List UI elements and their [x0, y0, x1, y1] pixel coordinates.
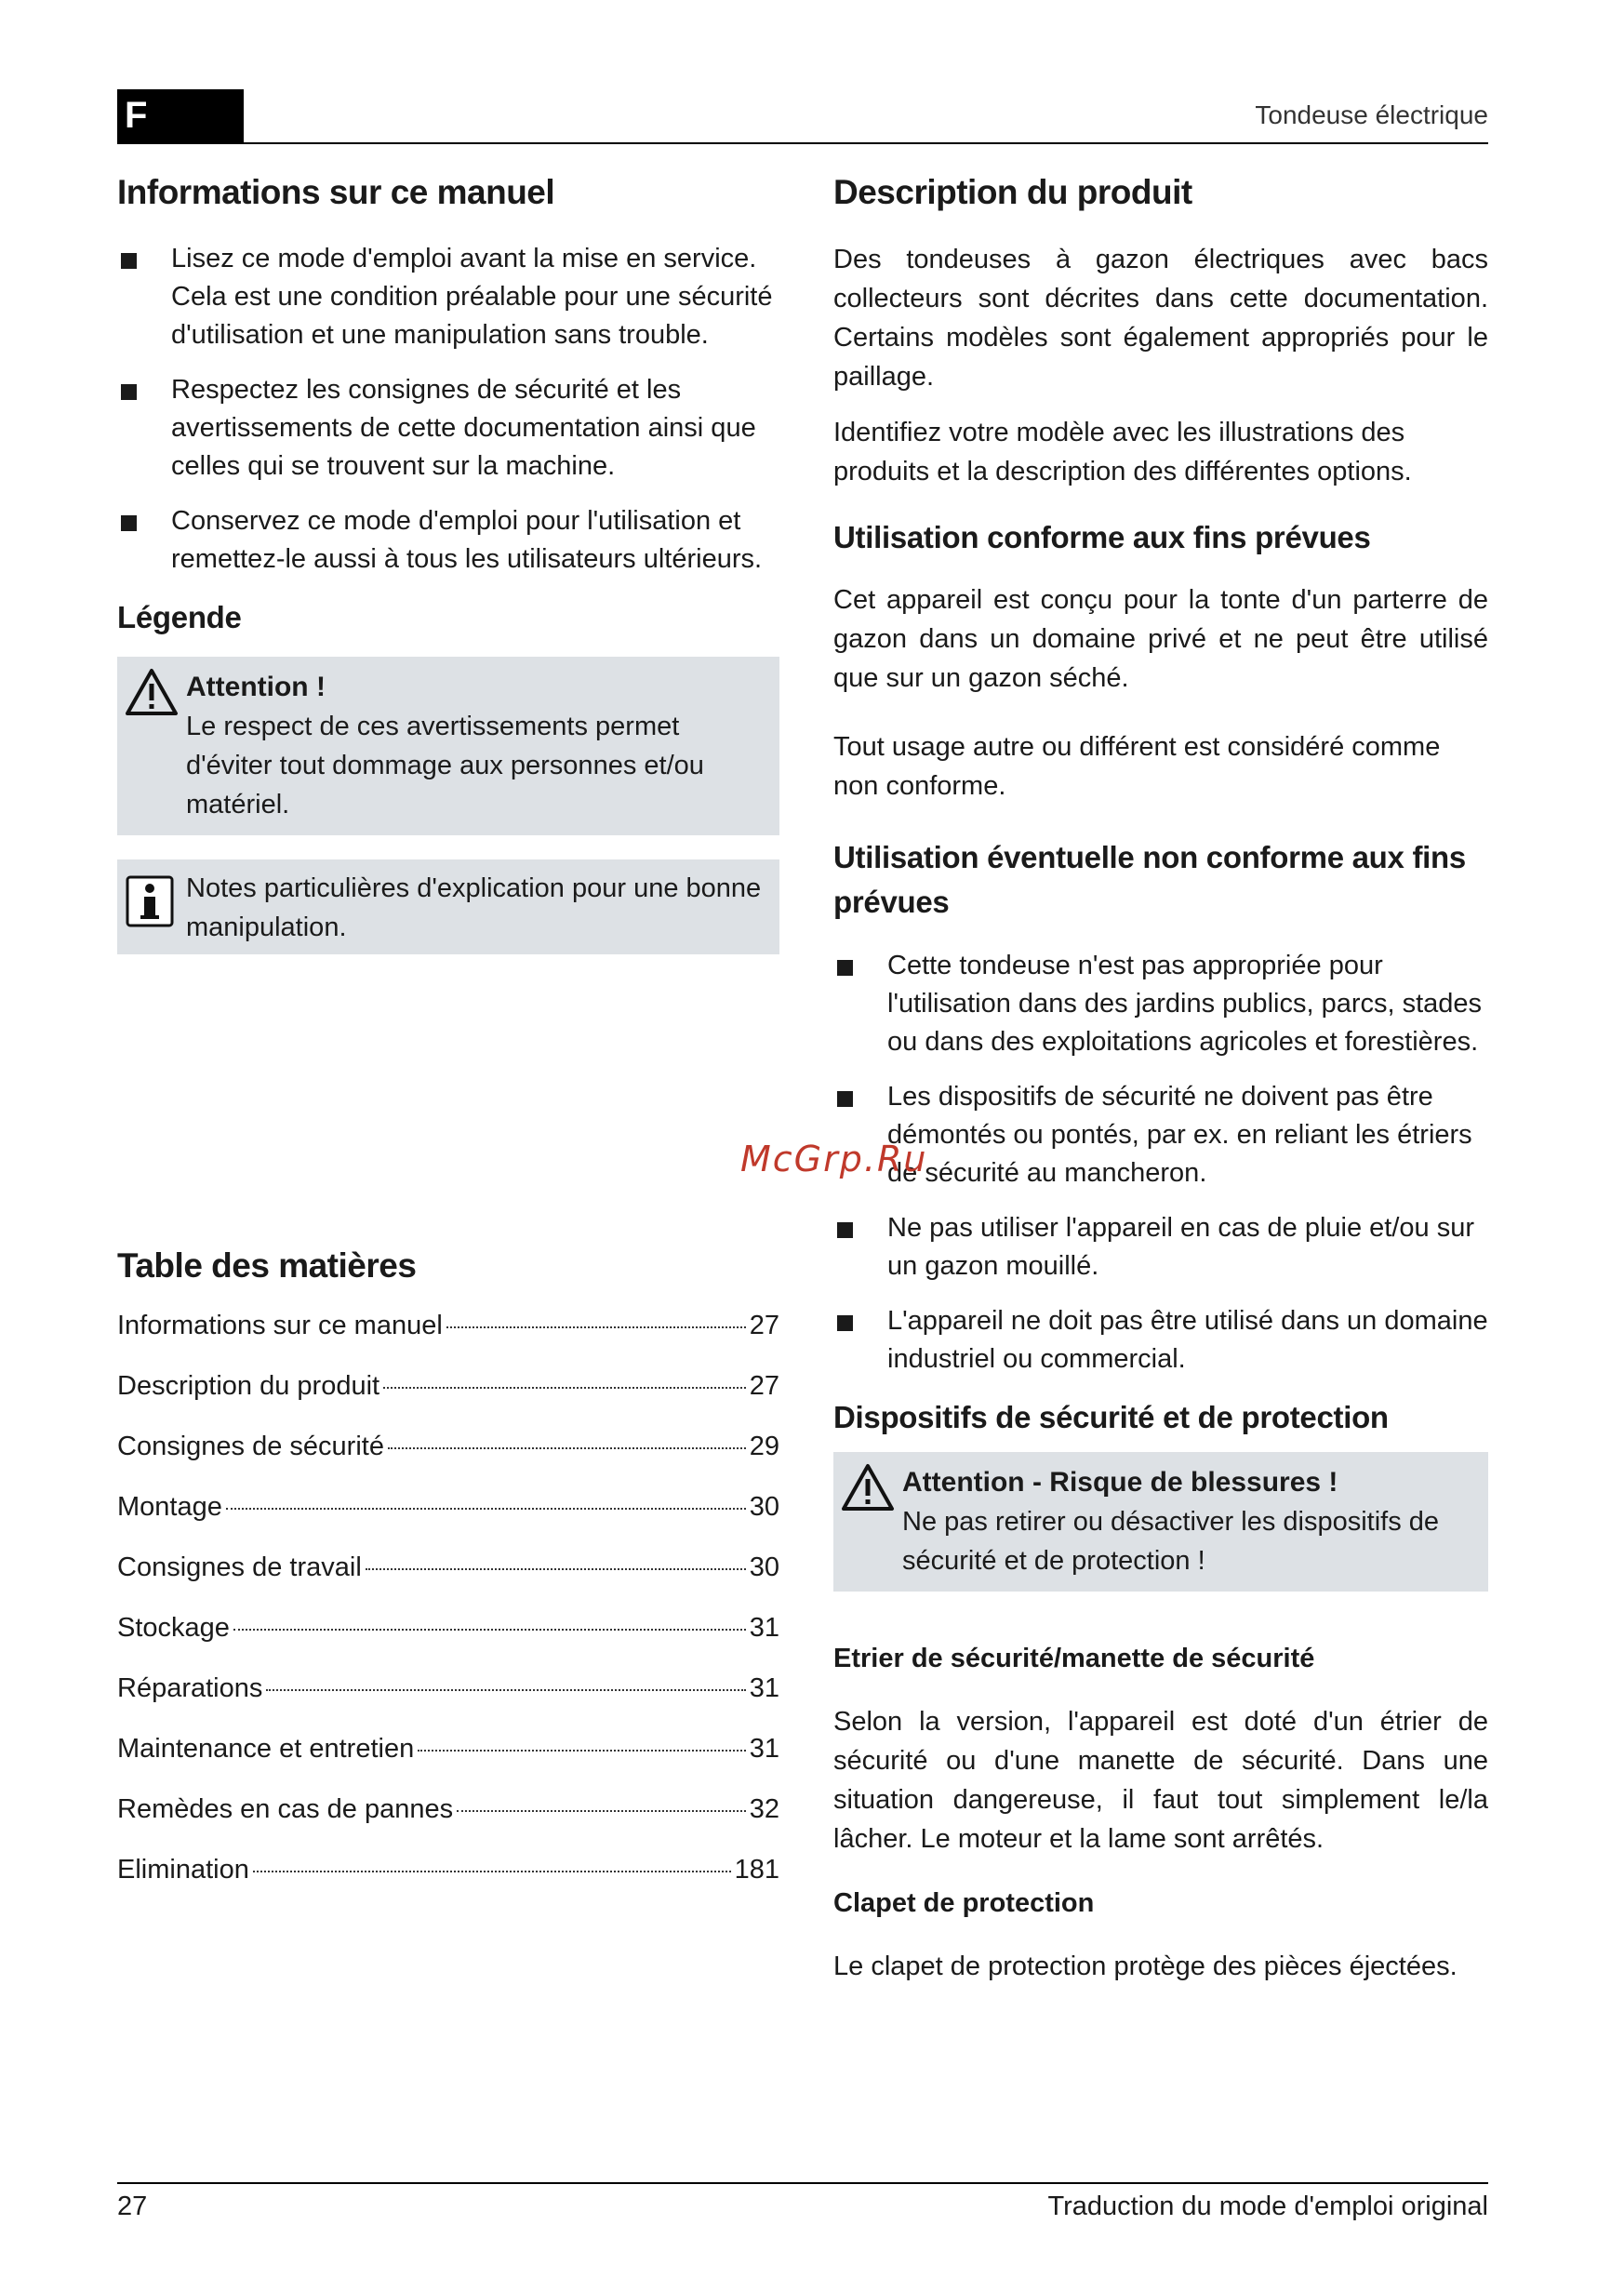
- etrier-heading: Etrier de sécurité/manette de sécurité: [833, 1644, 1315, 1674]
- list-item: Cette tondeuse n'est pas appropriée pour l'utilisation dans des jardins publics, parcs, stades ou dans des exploitations agricoles et forestières.: [833, 947, 1488, 1061]
- description-paragraph-1: Des tondeuses à gazon électriques avec bacs collecteurs sont décrites dans cette documentation. Certains modèles sont également appropriés pour le paillage.: [833, 245, 1488, 392]
- watermark: McGrp.Ru: [740, 1139, 928, 1179]
- note-box: [117, 859, 779, 954]
- clapet-heading: Clapet de protection: [833, 1888, 1095, 1919]
- toc-row[interactable]: Consignes de travail 30: [117, 1552, 779, 1582]
- info-bullet-list: [117, 240, 779, 579]
- list-item: Lisez ce mode d'emploi avant la mise en service. Cela est une condition préalable pour une sécurité d'utilisation et une manipulation sans trouble.: [117, 240, 779, 354]
- info-icon: [125, 874, 175, 933]
- right-column: [833, 173, 1488, 1986]
- footer-rule: [117, 2182, 1488, 2184]
- etrier-paragraph: Selon la version, l'appareil est doté d'un étrier de sécurité ou d'une manette de sécurité. Dans une situation dangereuse, il faut tout simplement le/la lâcher. Le moteur et la lame sont arrêtés.: [833, 1707, 1488, 1855]
- safety-attention-title: Attention - Risque de blessures !: [902, 1467, 1338, 1499]
- toc-heading: Table des matières: [117, 1246, 417, 1285]
- toc-row[interactable]: Description du produit 27: [117, 1371, 779, 1401]
- info-heading: Informations sur ce manuel: [117, 173, 555, 211]
- toc-list: [117, 1306, 779, 1889]
- toc-row[interactable]: Consignes de sécurité 29: [117, 1432, 779, 1461]
- language-tab: [117, 89, 244, 143]
- bullet-square-icon: [121, 253, 137, 269]
- toc-row[interactable]: Remèdes en cas de pannes 32: [117, 1794, 779, 1824]
- language-tab-label: F: [125, 95, 148, 136]
- warning-triangle-icon: [841, 1463, 895, 1516]
- bullet-square-icon: [837, 1222, 853, 1238]
- attention-title: Attention !: [186, 671, 326, 702]
- legend-heading: Légende: [117, 600, 242, 634]
- attention-box: [117, 657, 779, 835]
- safety-attention-text: Ne pas retirer ou désactiver les dispositifs de sécurité et de protection !: [902, 1507, 1440, 1577]
- misuse-heading: Utilisation éventuelle non conforme aux fins prévues: [833, 839, 1466, 919]
- list-item: Conservez ce mode d'emploi pour l'utilisation et remettez-le aussi à tous les utilisateurs ultérieurs.: [117, 502, 779, 579]
- bullet-square-icon: [121, 515, 137, 531]
- footer-note: Traduction du mode d'emploi original: [1047, 2191, 1488, 2221]
- safety-devices-heading: Dispositifs de sécurité et de protection: [833, 1399, 1389, 1434]
- clapet-paragraph: Le clapet de protection protège des pièces éjectées.: [833, 1952, 1458, 1982]
- left-column: [117, 173, 779, 954]
- description-heading: Description du produit: [833, 173, 1192, 211]
- toc-row[interactable]: Stockage 31: [117, 1613, 779, 1643]
- toc-row[interactable]: Réparations 31: [117, 1673, 779, 1703]
- misuse-bullet-list: [833, 947, 1488, 1379]
- toc-row[interactable]: Informations sur ce manuel 27: [117, 1311, 779, 1340]
- list-item: Respectez les consignes de sécurité et les avertissements de cette documentation ainsi que celles qui se trouvent sur la machine.: [117, 371, 779, 486]
- bullet-square-icon: [121, 384, 137, 400]
- safety-attention-box: [833, 1452, 1488, 1592]
- attention-text: Le respect de ces avertissements permet d'éviter tout dommage aux personnes et/ou matériel.: [186, 711, 704, 819]
- bullet-square-icon: [837, 1091, 853, 1107]
- note-text: Notes particulières d'explication pour une bonne manipulation.: [186, 873, 762, 942]
- toc-row[interactable]: Montage 30: [117, 1492, 779, 1522]
- warning-triangle-icon: [125, 668, 179, 721]
- list-item: L'appareil ne doit pas être utilisé dans un domaine industriel ou commercial.: [833, 1302, 1488, 1379]
- usage-heading: Utilisation conforme aux fins prévues: [833, 520, 1371, 554]
- document-header-title: Tondeuse électrique: [1255, 100, 1488, 129]
- toc-row[interactable]: Maintenance et entretien 31: [117, 1734, 779, 1764]
- usage-paragraph-1: Cet appareil est conçu pour la tonte d'un parterre de gazon dans un domaine privé et ne peut être utilisé que sur un gazon séché.: [833, 584, 1488, 693]
- list-item: Ne pas utiliser l'appareil en cas de pluie et/ou sur un gazon mouillé.: [833, 1209, 1488, 1286]
- bullet-square-icon: [837, 960, 853, 976]
- page-number: 27: [117, 2191, 148, 2221]
- header-rule: [117, 142, 1488, 144]
- toc-row[interactable]: Elimination 181: [117, 1855, 779, 1885]
- bullet-square-icon: [837, 1315, 853, 1331]
- list-item: Les dispositifs de sécurité ne doivent pas être démontés ou pontés, par ex. en reliant les étriers de sécurité au mancheron.: [833, 1078, 1488, 1192]
- description-paragraph-2: Identifiez votre modèle avec les illustrations des produits et la description des différentes options.: [833, 418, 1412, 486]
- toc-section: [117, 1246, 779, 1911]
- usage-paragraph-2: Tout usage autre ou différent est considéré comme non conforme.: [833, 731, 1441, 801]
